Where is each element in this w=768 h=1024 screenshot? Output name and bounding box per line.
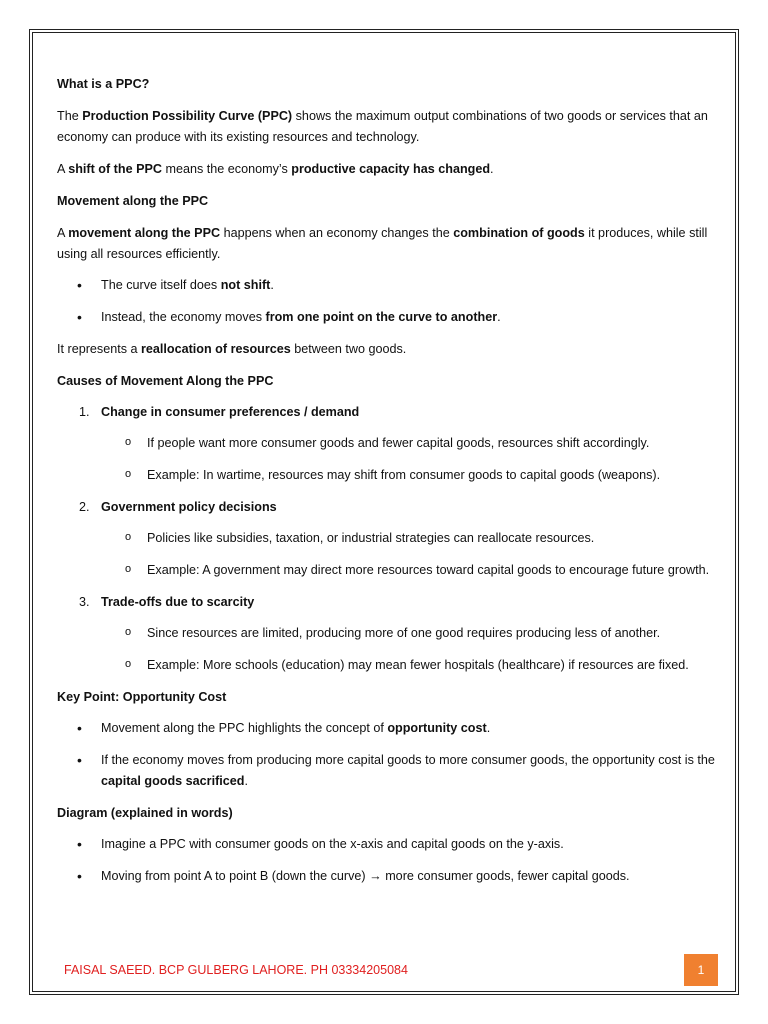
text: A	[57, 226, 69, 240]
list-item	[57, 307, 727, 328]
diagram-bullet-list	[57, 834, 727, 887]
movement-bullet-list	[57, 275, 727, 328]
causes-numbered-list	[57, 402, 727, 676]
sub-list	[57, 433, 727, 486]
footer-contact: FAISAL SAEED. BCP GULBERG LAHORE. PH 03334205084	[64, 963, 408, 977]
text: shows the maximum output combinations of two goods or services that an economy can produce with its existing resources and technology.	[57, 109, 708, 144]
text: .	[497, 310, 501, 324]
text: The	[57, 109, 83, 123]
document-body	[57, 74, 727, 898]
text: It represents a	[57, 342, 141, 356]
text: .	[244, 774, 248, 788]
list-item	[57, 718, 727, 739]
heading-key-point: Key Point: Opportunity Cost	[57, 690, 227, 704]
heading-causes: Causes of Movement Along the PPC	[57, 374, 274, 388]
list-number: 3.	[79, 595, 90, 609]
sub-list	[57, 528, 727, 581]
sub-item: o Example: A government may direct more resources toward capital goods to encourage future growth.	[57, 560, 727, 581]
text: .	[490, 162, 494, 176]
list-item	[57, 750, 727, 792]
cause-title: Trade-offs due to scarcity	[101, 595, 255, 609]
text: If the economy moves from producing more capital goods to more consumer goods, the opportunity cost is the	[101, 753, 715, 767]
bold-term: reallocation of resources	[141, 342, 291, 356]
text: happens when an economy changes the	[220, 226, 454, 240]
cause-item	[57, 592, 727, 676]
text: it produces, while still using all resources efficiently.	[57, 226, 708, 261]
bold-term: productive capacity has changed	[291, 162, 491, 176]
list-number: 1.	[79, 405, 90, 419]
text: Movement along the PPC highlights the concept of	[101, 721, 388, 735]
sub-item: o Example: More schools (education) may mean fewer hospitals (healthcare) if resources are fixed.	[57, 655, 727, 676]
bold-term: capital goods sacrificed	[101, 774, 245, 788]
heading-movement-along: Movement along the PPC	[57, 194, 209, 208]
bold-term: not shift	[220, 278, 271, 292]
cause-title: Government policy decisions	[101, 500, 277, 514]
paragraph-ppc-shift	[57, 159, 727, 180]
text: .	[270, 278, 274, 292]
text: The curve itself does	[101, 278, 221, 292]
sub-item: o Since resources are limited, producing more of one good requires producing less of another.	[57, 623, 727, 644]
sub-item: o Example: In wartime, resources may shift from consumer goods to capital goods (weapons).	[57, 465, 727, 486]
list-number: 2.	[79, 500, 90, 514]
text: Instead, the economy moves	[101, 310, 266, 324]
page-number-badge: 1	[684, 954, 718, 986]
bold-term: opportunity cost	[387, 721, 487, 735]
text: .	[486, 721, 491, 735]
bold-term: from one point on the curve to another	[265, 310, 498, 324]
cause-title: Change in consumer preferences / demand	[101, 405, 360, 419]
text: means the economy’s	[161, 162, 292, 176]
key-point-bullet-list	[57, 718, 727, 792]
cause-item	[57, 497, 727, 581]
paragraph-reallocation	[57, 339, 727, 360]
bold-term: shift of the PPC	[68, 162, 162, 176]
sub-list	[57, 623, 727, 676]
heading-what-is-ppc: What is a PPC?	[57, 77, 150, 91]
bold-term: movement along the PPC	[68, 226, 221, 240]
text: A	[57, 162, 69, 176]
bold-term: combination of goods	[453, 226, 585, 240]
text: between two goods.	[290, 342, 407, 356]
list-item: • Moving from point A to point B (down the curve) → more consumer goods, fewer capital goods.	[57, 866, 727, 887]
paragraph-movement-definition	[57, 223, 727, 265]
paragraph-ppc-definition	[57, 106, 727, 148]
bold-term: Production Possibility Curve (PPC)	[82, 109, 293, 123]
list-item	[57, 275, 727, 296]
heading-diagram: Diagram (explained in words)	[57, 806, 233, 820]
sub-item: o If people want more consumer goods and fewer capital goods, resources shift accordingly.	[57, 433, 727, 454]
list-item: • Imagine a PPC with consumer goods on the x-axis and capital goods on the y-axis.	[57, 834, 727, 855]
cause-item	[57, 402, 727, 486]
sub-item: o Policies like subsidies, taxation, or industrial strategies can reallocate resources.	[57, 528, 727, 549]
